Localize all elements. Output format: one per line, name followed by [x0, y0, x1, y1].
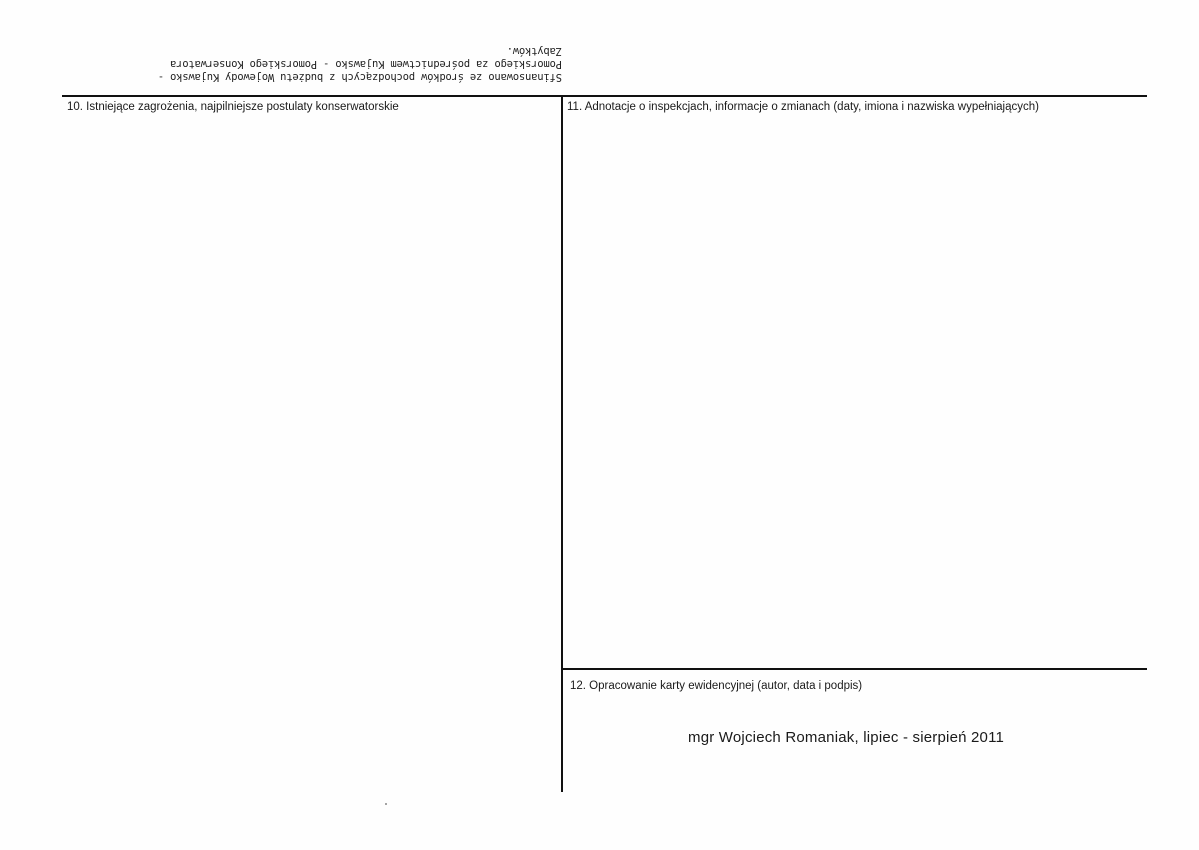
column-divider: [561, 95, 563, 792]
funding-note-line-3: Zabytków.: [506, 45, 562, 57]
section-11-label: 11. Adnotacje o inspekcjach, informacje o zmianach (daty, imiona i nazwiska wypełniających): [567, 101, 1039, 113]
scan-speck: [385, 803, 387, 805]
funding-note-line-1: Sfinansowano ze środków pochodzących z budżetu Wojewody Kujawsko -: [157, 71, 562, 83]
section-12-rule: [562, 668, 1147, 670]
section-12-author-date: mgr Wojciech Romaniak, lipiec - sierpień 2011: [688, 729, 1005, 746]
funding-note: [112, 44, 562, 83]
section-10-label: 10. Istniejące zagrożenia, najpilniejsze postulaty konserwatorskie: [67, 101, 399, 113]
section-11-field[interactable]: [565, 118, 1145, 664]
top-rule: [62, 95, 1147, 97]
section-12-label: 12. Opracowanie karty ewidencyjnej (autor, data i podpis): [570, 680, 863, 692]
section-10-field[interactable]: [64, 118, 558, 788]
funding-note-line-2: Pomorskiego za pośrednictwem Kujawsko - Pomorskiego Konserwatora: [170, 58, 562, 70]
